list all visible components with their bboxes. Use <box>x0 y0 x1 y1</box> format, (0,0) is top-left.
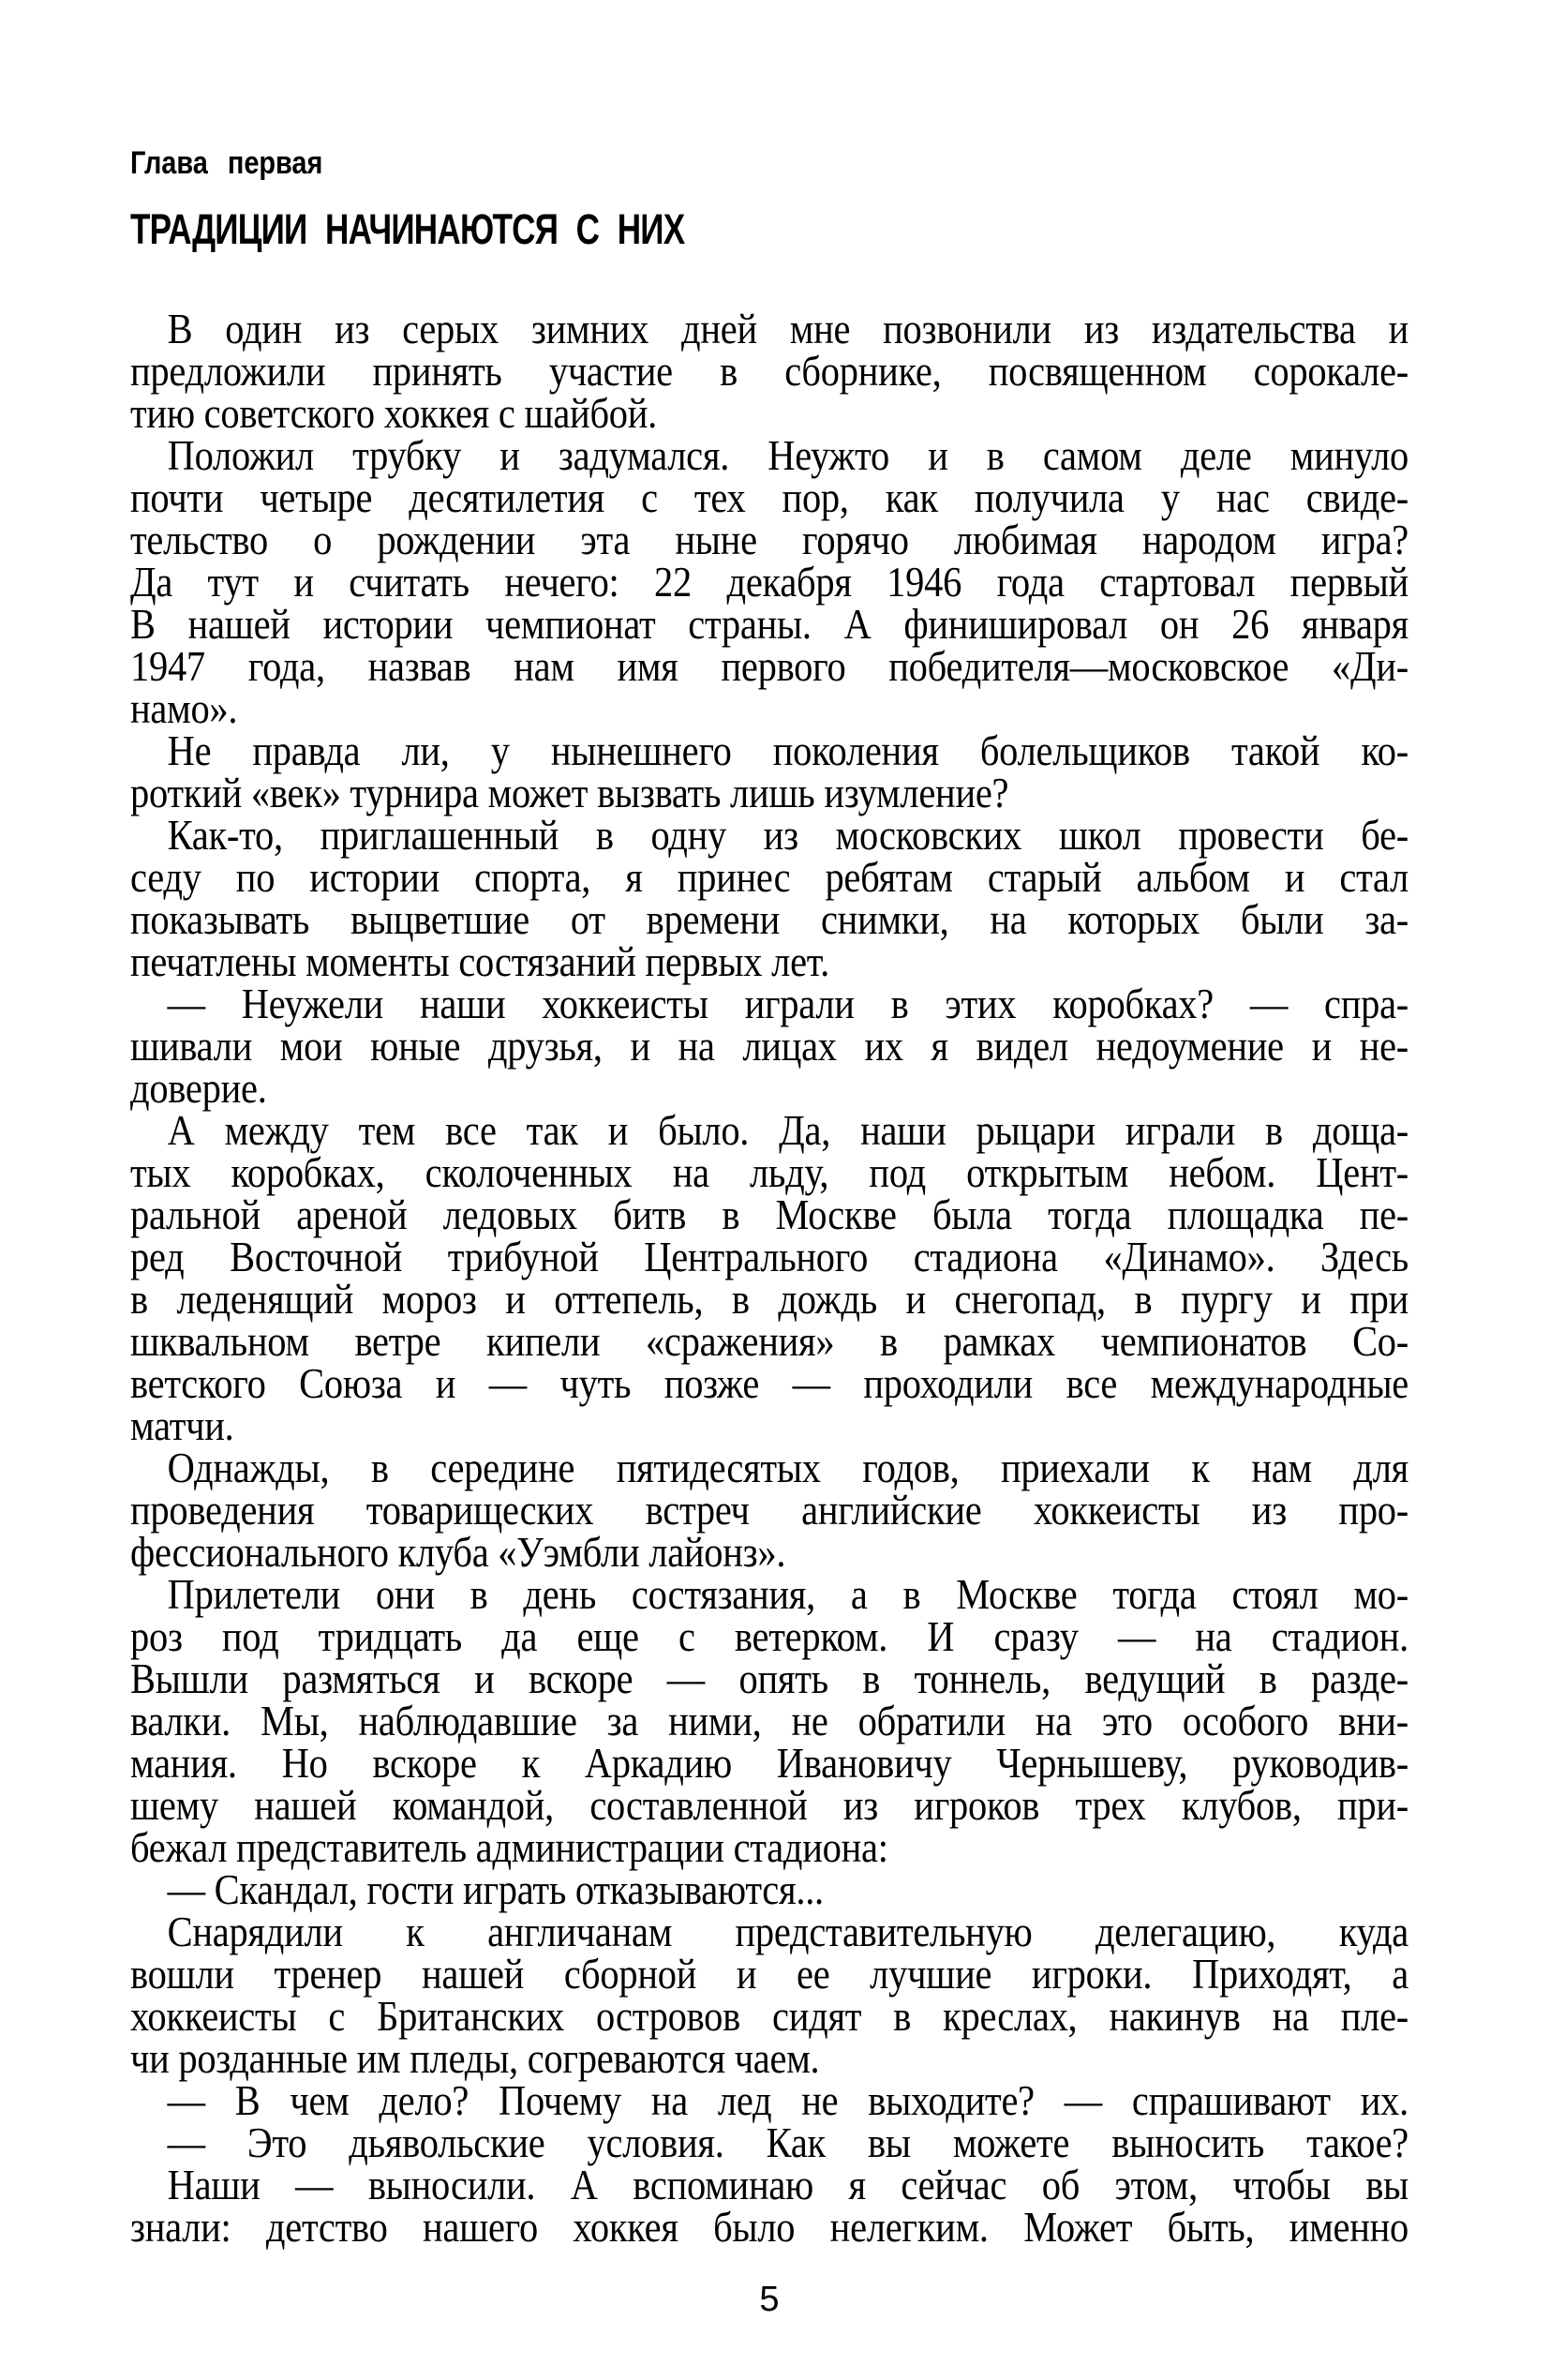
text-line: Прилетели они в день состязания, а в Москве тогда стоял мо- <box>167 1570 1409 1618</box>
text-line: фессионального клуба «Уэмбли лайонз». <box>130 1528 786 1576</box>
text-line: Как-то, приглашенный в одну из московских школ провести бе- <box>167 811 1409 859</box>
text-line: шему нашей командой, составленной из игроков трех клубов, при- <box>130 1781 1408 1829</box>
text-line: хоккеисты с Британских островов сидят в креслах, накинув на пле- <box>130 1992 1408 2040</box>
text-line: Не правда ли, у нынешнего поколения болельщиков такой ко- <box>167 726 1409 774</box>
text-line: матчи. <box>130 1401 234 1449</box>
text-line: Положил трубку и задумался. Неужто и в самом деле минуло <box>167 431 1409 479</box>
text-line: ред Восточной трибуной Центрального стадиона «Динамо». Здесь <box>130 1233 1408 1280</box>
text-line: роткий «век» турнира может вызвать лишь изумление? <box>130 769 1009 816</box>
text-line: предложили принять участие в сборнике, посвященном сорокале- <box>130 347 1408 395</box>
text-line: чи розданные им пледы, согреваются чаем. <box>130 2034 820 2082</box>
text-line: знали: детство нашего хоккея было нелегким. Может быть, именно <box>130 2203 1408 2251</box>
chapter-label: Глава первая <box>130 145 323 181</box>
text-line: Снарядили к англичанам представительную делегацию, куда <box>167 1908 1409 1955</box>
text-line: Однажды, в середине пятидесятых годов, приехали к нам для <box>167 1444 1409 1491</box>
page-number: 5 <box>759 2280 780 2319</box>
text-line: тельство о рождении эта ныне горячо любимая народом игра? <box>130 516 1408 563</box>
text-line: роз под тридцать да еще с ветерком. И сразу — на стадион. <box>130 1612 1408 1660</box>
text-line: ветского Союза и — чуть позже — проходили все международные <box>130 1359 1408 1407</box>
text-line: седу по истории спорта, я принес ребятам старый альбом и стал <box>130 853 1408 901</box>
text-line: В нашей истории чемпионат страны. А финишировал он 26 января <box>130 600 1408 648</box>
text-line: тых коробках, сколоченных на льду, под открытым небом. Цент- <box>130 1148 1408 1196</box>
text-line: В один из серых зимних дней мне позвонили из издательства и <box>167 305 1409 352</box>
text-line: валки. Мы, наблюдавшие за ними, не обратили на это особого вни- <box>130 1697 1408 1744</box>
body-text <box>130 305 1409 2251</box>
text-line: шивали мои юные друзья, и на лицах их я видел недоумение и не- <box>130 1022 1408 1070</box>
text-line: мания. Но вскоре к Аркадию Ивановичу Чернышеву, руководив- <box>130 1739 1408 1787</box>
text-line: в леденящий мороз и оттепель, в дождь и снегопад, в пургу и при <box>130 1275 1408 1323</box>
text-line: — Это дьявольские условия. Как вы можете выносить такое? <box>167 2118 1409 2166</box>
text-line: проведения товарищеских встреч английские хоккеисты из про- <box>130 1486 1408 1534</box>
text-line: — В чем дело? Почему на лед не выходите? — спрашивают их. <box>167 2076 1409 2124</box>
text-line: А между тем все так и было. Да, наши рыцари играли в доща- <box>167 1106 1409 1154</box>
text-line: шквальном ветре кипели «сражения» в рамках чемпионатов Со- <box>130 1317 1408 1365</box>
text-line: тию советского хоккея с шайбой. <box>130 389 658 437</box>
text-line: — Неужели наши хоккеисты играли в этих коробках? — спра- <box>167 980 1409 1027</box>
text-line: Да тут и считать нечего: 22 декабря 1946 года стартовал первый <box>130 558 1408 606</box>
text-line: почти четыре десятилетия с тех пор, как получила у нас свиде- <box>130 473 1408 521</box>
text-line: Вышли размяться и вскоре — опять в тоннель, ведущий в разде- <box>130 1654 1408 1702</box>
text-line: печатлены моменты состязаний первых лет. <box>130 937 830 985</box>
text-line: вошли тренер нашей сборной и ее лучшие игроки. Приходят, а <box>130 1950 1408 1998</box>
text-line: доверие. <box>130 1064 267 1112</box>
text-line: ральной ареной ледовых битв в Москве была тогда площадка пе- <box>130 1190 1408 1238</box>
text-line: бежал представитель администрации стадиона: <box>130 1823 888 1871</box>
text-line: — Скандал, гости играть отказываются... <box>167 1865 824 1913</box>
text-line: 1947 года, назвав нам имя первого победителя—московское «Ди- <box>130 642 1408 690</box>
text-line: Наши — выносили. А вспоминаю я сейчас об этом, чтобы вы <box>167 2161 1409 2208</box>
chapter-title: ТРАДИЦИИ НАЧИНАЮТСЯ С НИХ <box>130 205 685 253</box>
text-line: намо». <box>130 684 238 732</box>
text-line: показывать выцветшие от времени снимки, на которых были за- <box>130 895 1408 943</box>
